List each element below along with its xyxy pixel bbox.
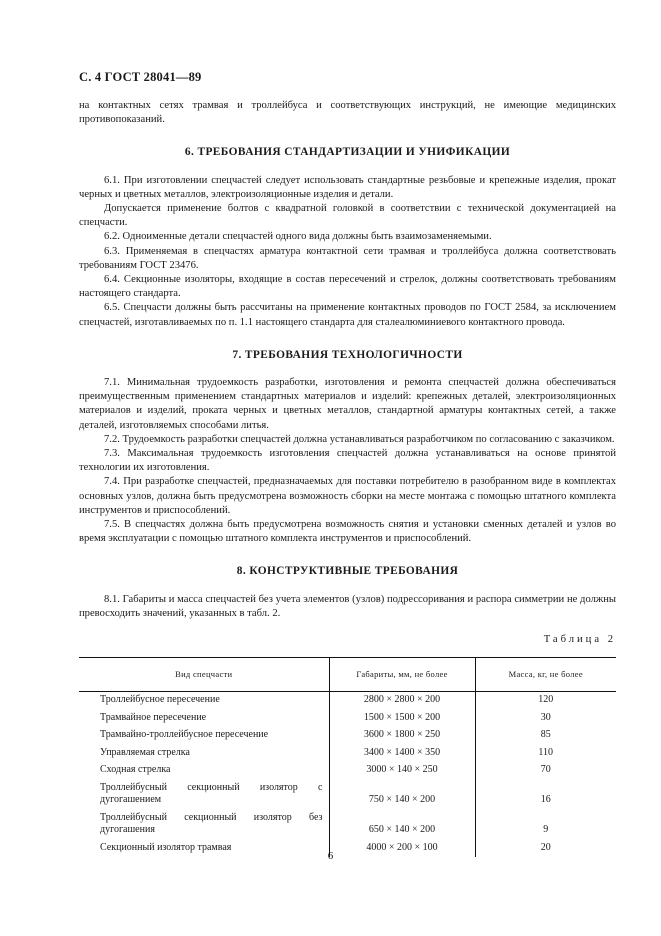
paragraph-8-1: 8.1. Габариты и масса спецчастей без учета элементов (узлов) подрессоривания и распора симметрии не должны превосходить значений, указанных в табл. 2. (79, 593, 616, 619)
paragraph-7-2: 7.2. Трудоемкость разработки спецчастей должна устанавливаться разработчиком по согласованию с заказчиком. (104, 433, 615, 445)
header-mass: Масса, кг, не более (475, 658, 616, 692)
table-row (79, 691, 616, 709)
cell-dimensions: 1500 × 1500 × 200 (329, 709, 475, 727)
cell-type: Троллейбусный секционный изолятор без дугогашения (100, 811, 323, 836)
table-row (79, 744, 616, 762)
paragraph-6-1-note: Допускается применение болтов с квадратной головкой в соответствии с технической документацией на спецчасти. (79, 203, 616, 229)
table-row (79, 762, 616, 780)
cell-dimensions: 3400 × 1400 × 350 (329, 744, 475, 762)
table-header-row (79, 658, 616, 692)
cell-type: Трамвайное пересечение (100, 711, 207, 723)
paragraph-7-3: 7.3. Максимальная трудоемкость изготовления спецчастей должна устанавливаться на основе принятой технологии их изготовления. (79, 448, 616, 474)
table-row (79, 727, 616, 745)
cell-dimensions: 650 × 140 × 200 (329, 809, 475, 839)
paragraph-6-5: 6.5. Спецчасти должны быть рассчитаны на применение контактных проводов по ГОСТ 2584, за исключением спецчастей, изготавливаемых по п. 1.1 настоящего стандарта для сталеалюминиевого контактного провода. (79, 302, 616, 328)
page-number: 6 (327, 850, 334, 862)
cell-mass: 110 (475, 744, 616, 762)
cell-dimensions: 3600 × 1800 × 250 (329, 727, 475, 745)
paragraph-6-2: 6.2. Одноименные детали спецчастей одного вида должны быть взаимозаменяемыми. (104, 231, 492, 243)
document-body (79, 99, 616, 857)
cell-type: Троллейбусный секционный изолятор с дугогашением (100, 781, 323, 806)
cell-mass: 85 (475, 727, 616, 745)
cell-mass: 70 (475, 762, 616, 780)
table-row (79, 709, 616, 727)
cell-type: Управляемая стрелка (100, 746, 190, 758)
cell-dimensions: 2800 × 2800 × 200 (329, 691, 475, 709)
cell-dimensions: 750 × 140 × 200 (329, 779, 475, 809)
paragraph-6-1: 6.1. При изготовлении спецчастей следует использовать стандартные резьбовые и крепежные изделия, прокат черных и цветных металлов, электроизоляционные изделия и детали. (79, 174, 616, 200)
cell-mass: 20 (475, 839, 616, 857)
cell-type: Троллейбусное пересечение (100, 694, 220, 706)
page-header: С. 4 ГОСТ 28041—89 (79, 70, 202, 84)
paragraph-7-1: 7.1. Минимальная трудоемкость разработки, изготовления и ремонта спецчастей должна обеспечиваться преимущественным применением стандартных материалов и изделий: крепежных деталей, электроизоляционных материалов и изделий, проката черных и цветных металлов, стандартной арматуры контактных сетей, а также деталей, изготовляемых способами литья. (79, 377, 616, 431)
cell-mass: 16 (475, 779, 616, 809)
cell-mass: 30 (475, 709, 616, 727)
cell-dimensions: 4000 × 200 × 100 (329, 839, 475, 857)
paragraph-6-3: 6.3. Применяемая в спецчастях арматура контактной сети трамвая и троллейбуса должна соответствовать требованиям ГОСТ 23476. (79, 245, 616, 271)
cell-type: Секционный изолятор трамвая (100, 841, 232, 853)
table-label: Таблица 2 (543, 634, 616, 646)
cell-mass: 120 (475, 691, 616, 709)
cell-type: Сходная стрелка (100, 764, 171, 776)
table-row (79, 809, 616, 839)
section-8-title: 8. КОНСТРУКТИВНЫЕ ТРЕБОВАНИЯ (236, 565, 459, 578)
specs-table (79, 657, 616, 857)
paragraph-7-4: 7.4. При разработке спецчастей, предназначаемых для поставки потребителю в разобранном виде в комплектах основных узлов, должна быть предусмотрена возможность сборки на месте монтажа с помощью штатного комплекта инструментов и приспособлений. (79, 476, 616, 516)
intro-paragraph: на контактных сетях трамвая и троллейбуса и соответствующих инструкций, не имеющие медицинских противопоказаний. (79, 100, 616, 126)
header-dimensions: Габариты, мм, не более (329, 658, 475, 692)
header-type: Вид спецчасти (79, 658, 329, 692)
section-6-title: 6. ТРЕБОВАНИЯ СТАНДАРТИЗАЦИИ И УНИФИКАЦИИ (184, 146, 511, 159)
paragraph-7-5: 7.5. В спецчастях должна быть предусмотрена возможность снятия и установки сменных деталей и узлов во время эксплуатации с помощью штатного комплекта инструментов и приспособлений. (79, 519, 616, 545)
cell-mass: 9 (475, 809, 616, 839)
section-7-title: 7. ТРЕБОВАНИЯ ТЕХНОЛОГИЧНОСТИ (232, 348, 463, 361)
cell-dimensions: 3000 × 140 × 250 (329, 762, 475, 780)
table-row (79, 779, 616, 809)
cell-type: Трамвайно-троллейбусное пересечение (100, 729, 269, 741)
paragraph-6-4: 6.4. Секционные изоляторы, входящие в состав пересечений и стрелок, должны соответствовать требованиям настоящего стандарта. (79, 274, 616, 300)
